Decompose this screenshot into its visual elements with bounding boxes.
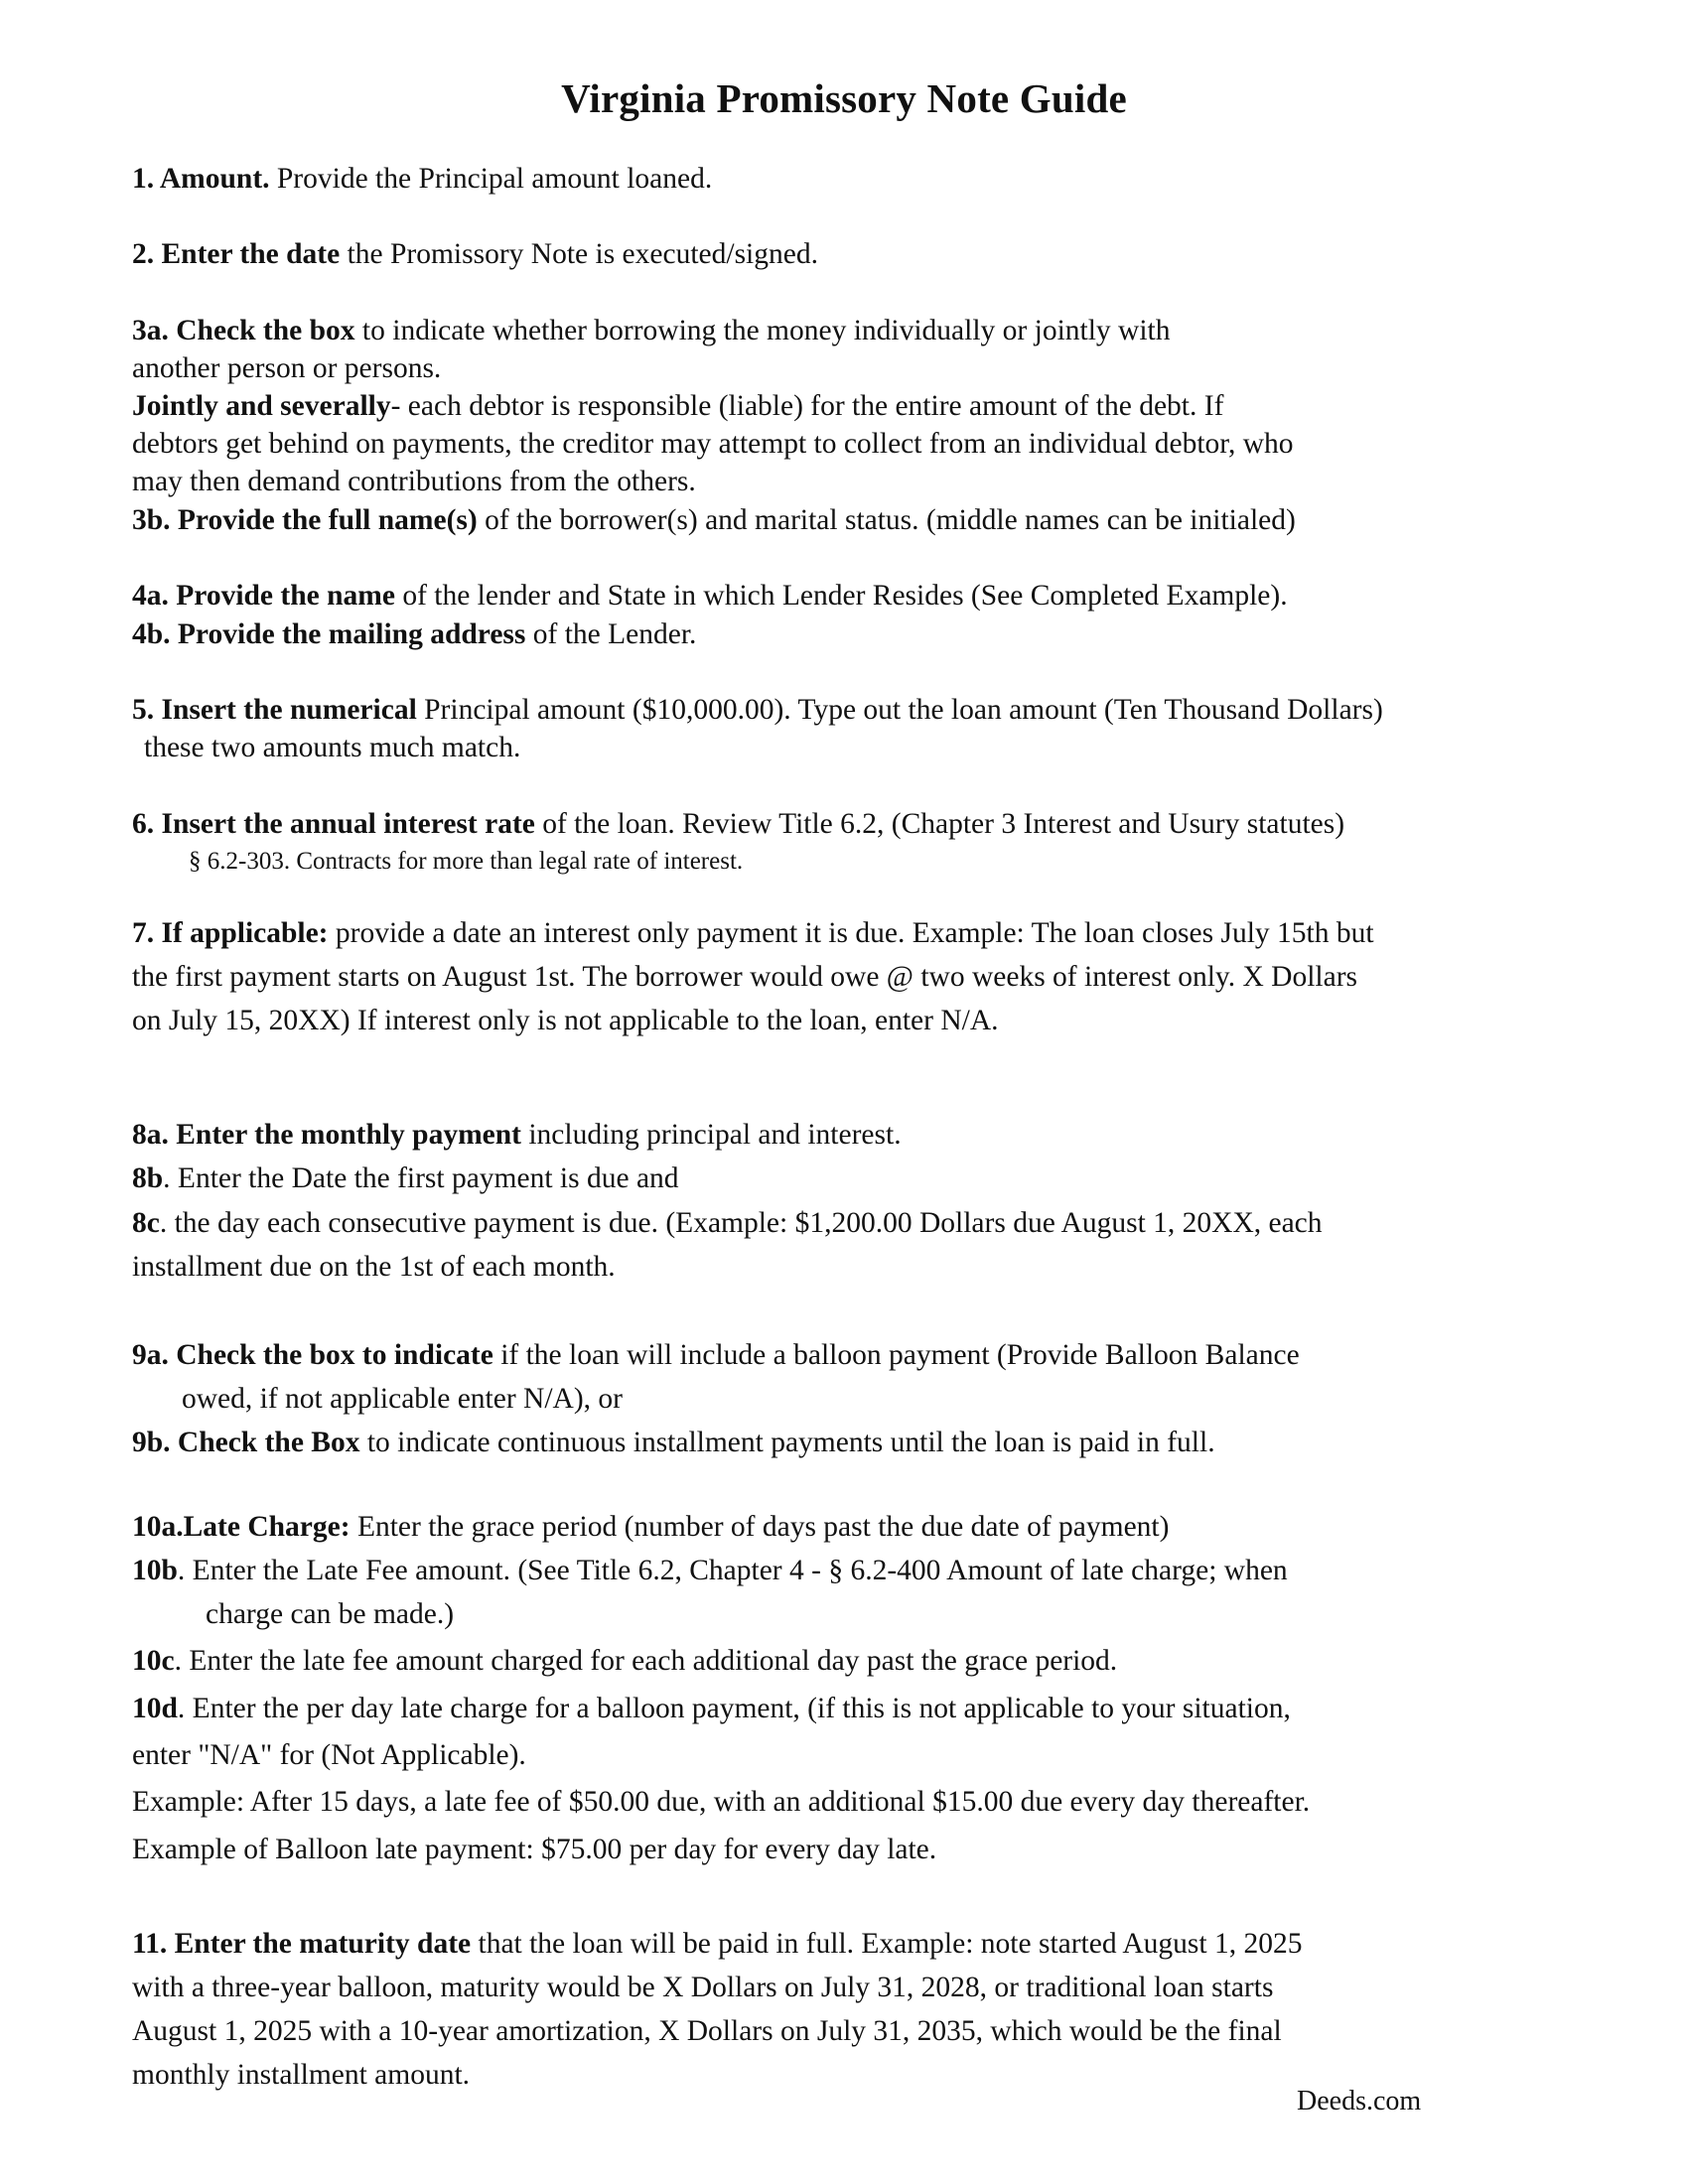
line-balloon-example: Example of Balloon late payment: $75.00 per day for every day late. [132,1834,937,1865]
line-3b: 3b. Provide the full name(s) of the borrower(s) and marital status. (middle names can be initialed) [132,504,1296,536]
line-10d: 10d. Enter the per day late charge for a balloon payment, (if this is not applicable to your situation, [132,1693,1291,1724]
line-jointly-cont-1: debtors get behind on payments, the creditor may attempt to collect from an individual debtor, who [132,428,1294,460]
line-11: 11. Enter the maturity date that the loan will be paid in full. Example: note started August 1, 2025 [132,1928,1303,1960]
line-9a-cont: owed, if not applicable enter N/A), or [182,1383,623,1415]
line-7-cont-2: on July 15, 20XX) If interest only is not applicable to the loan, enter N/A. [132,1005,999,1036]
footer-brand: Deeds.com [1297,2086,1422,2116]
line-4b: 4b. Provide the mailing address of the Lender. [132,618,697,650]
line-11-cont-2: August 1, 2025 with a 10-year amortization, X Dollars on July 31, 2035, which would be the final [132,2015,1282,2047]
line-5: 5. Insert the numerical Principal amount ($10,000.00). Type out the loan amount (Ten Thousand Dollars) [132,694,1383,726]
line-6: 6. Insert the annual interest rate of the loan. Review Title 6.2, (Chapter 3 Interest and Usury statutes) [132,808,1345,840]
line-6-statute: § 6.2-303. Contracts for more than legal rate of interest. [189,848,744,875]
line-8b: 8b. Enter the Date the first payment is due and [132,1162,679,1194]
line-9b: 9b. Check the Box to indicate continuous installment payments until the loan is paid in full. [132,1427,1215,1458]
line-3a: 3a. Check the box to indicate whether borrowing the money individually or jointly with [132,315,1171,346]
line-7-cont-1: the first payment starts on August 1st. The borrower would owe @ two weeks of interest only. X Dollars [132,961,1358,993]
line-4a: 4a. Provide the name of the lender and State in which Lender Resides (See Completed Example). [132,580,1288,612]
line-8a: 8a. Enter the monthly payment including principal and interest. [132,1119,902,1151]
line-late-example: Example: After 15 days, a late fee of $50.00 due, with an additional $15.00 due every day thereafter. [132,1786,1311,1818]
line-jointly: Jointly and severally- each debtor is responsible (liable) for the entire amount of the debt. If [132,390,1224,422]
line-2: 2. Enter the date the Promissory Note is executed/signed. [132,238,818,270]
line-7: 7. If applicable: provide a date an interest only payment it is due. Example: The loan closes July 15th but [132,917,1374,949]
line-10b: 10b. Enter the Late Fee amount. (See Title 6.2, Chapter 4 - § 6.2-400 Amount of late charge; when [132,1555,1288,1586]
line-11-cont-3: monthly installment amount. [132,2059,471,2091]
line-8c-cont: installment due on the 1st of each month. [132,1251,616,1283]
line-10b-cont: charge can be made.) [206,1598,455,1630]
line-11-cont-1: with a three-year balloon, maturity would be X Dollars on July 31, 2028, or traditional loan starts [132,1972,1274,2003]
line-10d-cont: enter "N/A" for (Not Applicable). [132,1739,526,1771]
line-8c: 8c. the day each consecutive payment is due. (Example: $1,200.00 Dollars due August 1, 20XX, each [132,1207,1323,1239]
line-9a: 9a. Check the box to indicate if the loan will include a balloon payment (Provide Balloon Balance [132,1339,1300,1371]
line-1: 1. Amount. Provide the Principal amount loaned. [132,163,713,195]
line-10c: 10c. Enter the late fee amount charged for each additional day past the grace period. [132,1645,1118,1677]
line-3a-cont: another person or persons. [132,352,442,384]
line-10a: 10a.Late Charge: Enter the grace period (number of days past the due date of payment) [132,1511,1170,1543]
line-5-cont: these two amounts much match. [144,732,521,763]
page-title: Virginia Promissory Note Guide [561,75,1127,121]
line-jointly-cont-2: may then demand contributions from the others. [132,466,696,497]
